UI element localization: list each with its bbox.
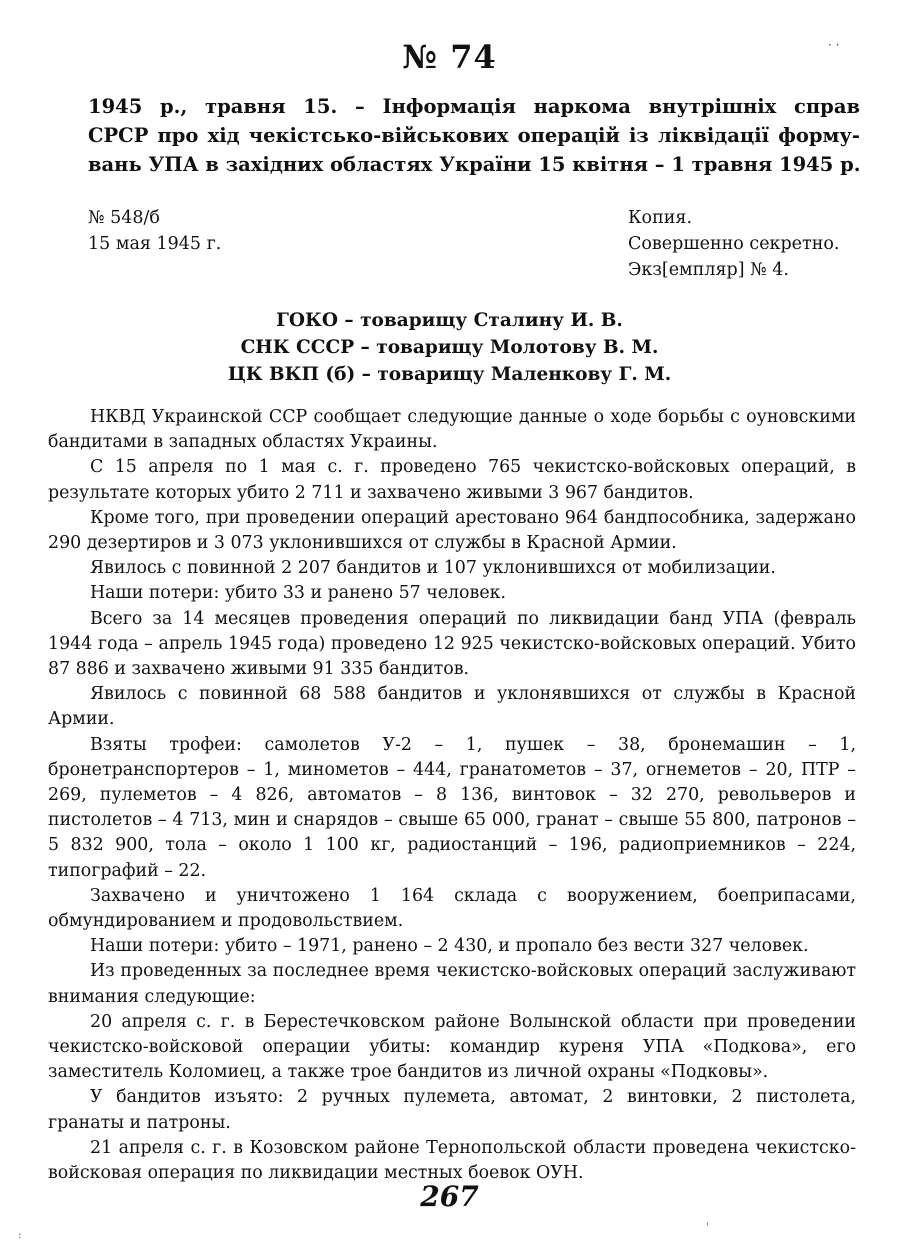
scan-speck: · ·: [828, 38, 840, 52]
paragraph: Наши потери: убито 33 и ранено 57 человек.: [90, 583, 507, 604]
paragraph: Захвачено и уничтожено 1 164 склада с вооружением, боеприпасами, обмундированием и продовольствием.: [48, 885, 856, 932]
addressee: СНК СССР – товарищу Молотову В. М.: [240, 337, 659, 358]
paragraph: Всего за 14 месяцев проведения операций по ликвидации банд УПА (февраль 1944 года – апрель 1945 года) проведено 12 925 чекистско-войсковых операций. Убито 87 886 и захвачено живыми 91 335 бандитов.: [48, 608, 856, 680]
heading-line: вань УПА в західних областях України 15 квітня – 1 травня 1945 р.: [88, 153, 861, 176]
page-number: 267: [420, 1180, 479, 1213]
heading-line: СРСР про хід чекістсько-військових операцій із ліквідації форму-: [88, 124, 860, 147]
paragraph: 21 апреля с. г. в Козовском районе Тернопольской области проведена чекистско-войсковая операция по ликвидации местных боевок ОУН.: [48, 1137, 856, 1184]
paragraph: Наши потери: убито – 1971, ранено – 2 430, и пропало без вести 327 человек.: [90, 936, 809, 957]
addressee: ГОКО – товарищу Сталину И. В.: [276, 310, 623, 331]
document-body: [48, 405, 856, 1186]
paragraph: Явилось с повинной 68 588 бандитов и уклонявшихся от службы в Красной Армии.: [48, 684, 856, 730]
paragraph: 20 апреля с. г. в Берестечковском районе Волынской области при проведении чекистско-войсковой операции убиты: командир куреня УПА «Подкова», его заместитель Коломиец, а также трое бандитов из личной охраны «Подковы».: [48, 1011, 856, 1083]
copy-mark: Копия.: [628, 208, 693, 228]
paragraph: Кроме того, при проведении операций арестовано 964 бандпособника, задержано 290 дезертиров и 3 073 уклонившихся от службы в Красной Армии.: [48, 507, 856, 554]
classification-info: [628, 205, 840, 283]
heading-line: 1945 р., травня 15. – Інформація наркома внутрішніх справ: [88, 95, 860, 118]
paragraph: Взяты трофеи: самолетов У-2 – 1, пушек – 38, бронемашин – 1, бронетранспортеров – 1, минометов – 444, гранатометов – 37, огнеметов – 20, ПТР – 269, пулеметов – 4 826, автоматов – 8 136, винтовок – 32 270, револьверов и пистолетов – 4 713, мин и снарядов – свыше 65 000, гранат – свыше 55 800, патронов – 5 832 900, тола – около 1 100 кг, радиостанций – 196, радиоприемников – 224, типографий – 22.: [48, 734, 856, 881]
paragraph: Явилось с повинной 2 207 бандитов и 107 уклонившихся от мобилизации.: [90, 558, 776, 579]
registration-date: 15 мая 1945 г.: [88, 234, 222, 254]
addressee: ЦК ВКП (б) – товарищу Маленкову Г. М.: [227, 364, 672, 385]
paragraph: У бандитов изъято: 2 ручных пулемета, автомат, 2 винтовки, 2 пистолета, гранаты и патроны.: [48, 1087, 856, 1133]
scan-speck: :: [18, 1230, 22, 1241]
paragraph: Из проведенных за последнее время чекистско-войсковых операций заслуживают внимания следующие:: [48, 961, 856, 1007]
scan-speck: ': [706, 1222, 709, 1233]
copy-number: Экз[емпляр] № 4.: [628, 260, 789, 280]
document-heading: [88, 92, 860, 179]
addressee-block: [0, 307, 899, 388]
paragraph: С 15 апреля по 1 мая с. г. проведено 765 чекистско-войсковых операций, в результате которых убито 2 711 и захвачено живыми 3 967 бандитов.: [48, 457, 856, 503]
registration-info: [88, 205, 221, 257]
secrecy-mark: Совершенно секретно.: [628, 234, 840, 254]
paragraph: НКВД Украинской ССР сообщает следующие данные о ходе борьбы с оуновскими бандитами в западных областях Украины.: [48, 407, 856, 453]
document-number: № 74: [402, 38, 497, 76]
registration-number: № 548/б: [88, 208, 160, 228]
